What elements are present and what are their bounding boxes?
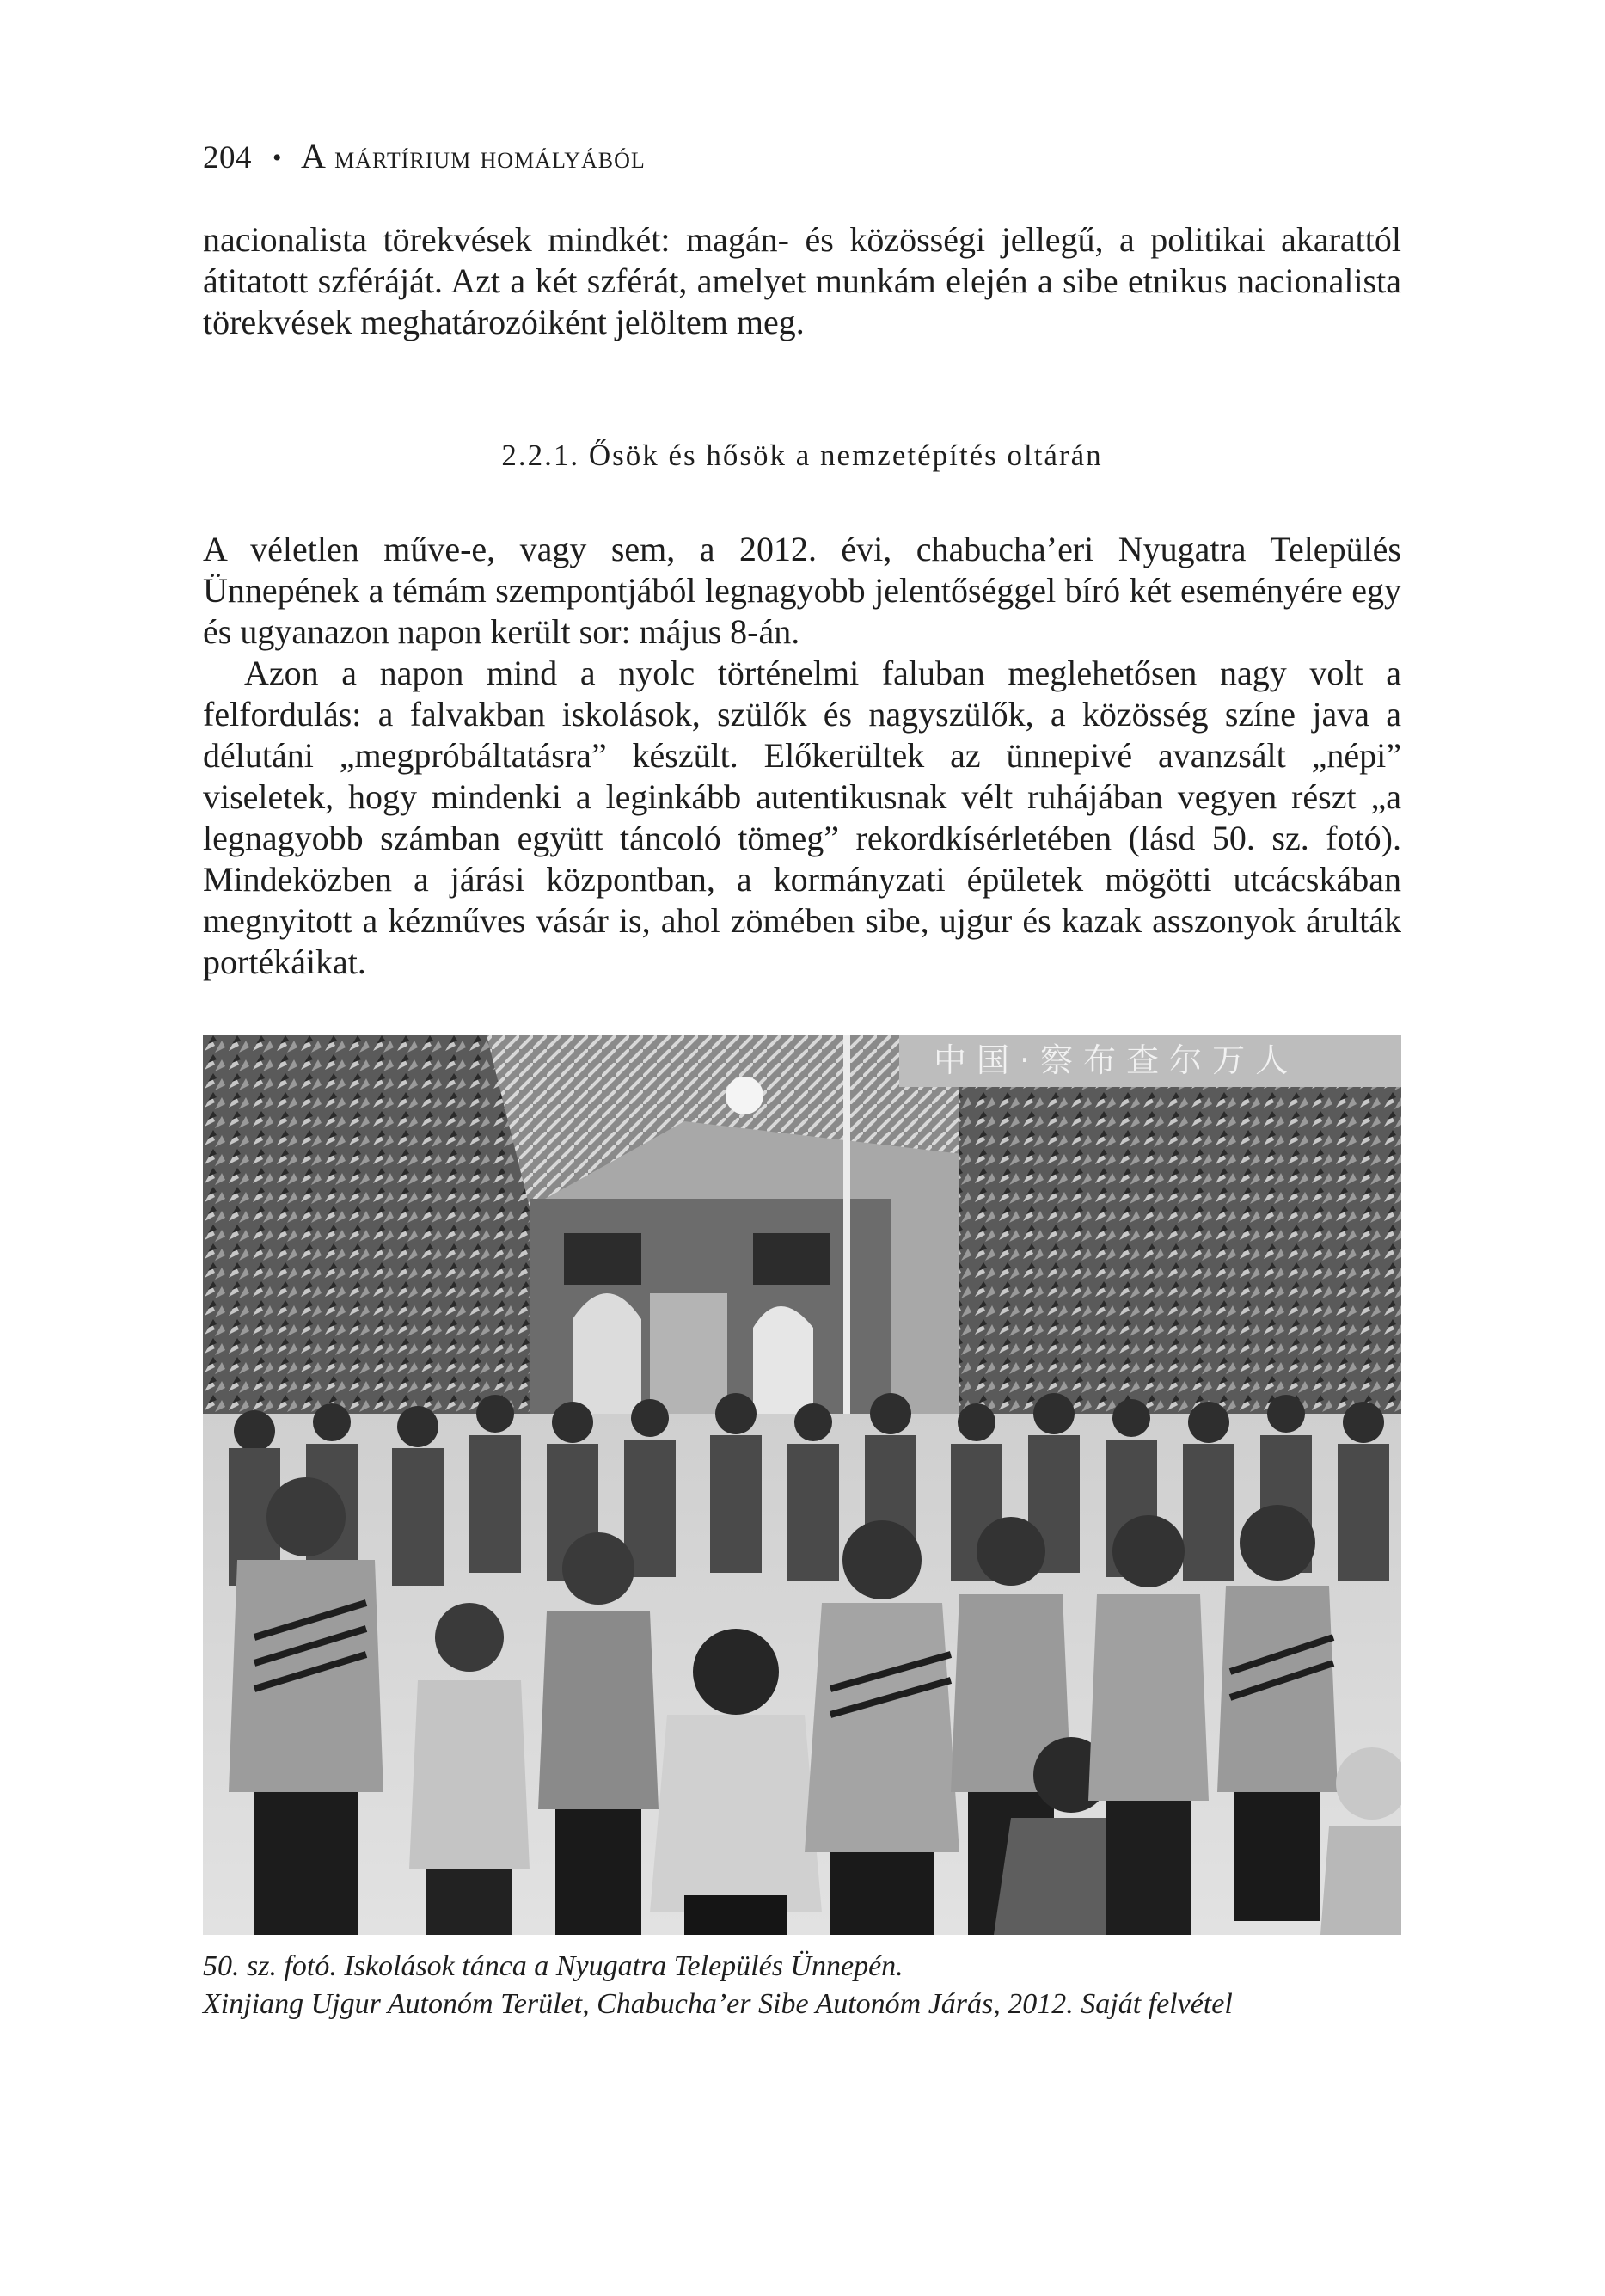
section-heading: 2.2.1. Ősök és hősök a nemzetépítés oltárán xyxy=(501,439,1103,472)
body-paragraph: Azon a napon mind a nyolc történelmi faluban meglehetősen nagy volt a felfordulás: a falvakban iskolások, szülők és nagyszülők, a közösség színe java a délutáni „megpróbáltatásra” készült. Előkerültek az ünnepivé avanzsált „népi” viseletek, hogy mindenki a leginkább autentikusnak vélt ruhájában vegyen részt „a legnagyobb számban együtt táncoló tömeg” rekordkísérletében (lásd 50. sz. fotó). Mindeközben a járási központban, a kormányzati épületek mögötti utcácskában megnyitott a kézműves vásár is, ahol zömében sibe, ujgur és kazak asszonyok árulták portékáikat. xyxy=(203,654,1401,981)
running-head xyxy=(203,138,646,177)
body-paragraph: A véletlen műve-e, vagy sem, a 2012. évi, chabucha’eri Nyugatra Település Ünnepének a témám szempontjából legnagyobb jelentőséggel bíró két eseményére egy és ugyanazon napon került sor: május 8-án. xyxy=(203,530,1401,651)
photo-caption xyxy=(203,1948,1458,2023)
banner-text: 中国·察布查尔万人 xyxy=(934,1041,1299,1079)
caption-source: Xinjiang Ujgur Autonóm Terület, Chabucha’er Sibe Autonóm Járás, 2012. Saját felvétel xyxy=(203,1988,1233,2020)
photograph xyxy=(203,1035,1401,1935)
book-title: mártírium homályából xyxy=(334,140,646,175)
caption-title: 50. sz. fotó. Iskolások tánca a Nyugatra Település Ünnepén. xyxy=(203,1950,904,1982)
bullet-separator: • xyxy=(273,144,283,172)
lamp-pole xyxy=(843,1035,850,1448)
tree-left xyxy=(203,1035,530,1431)
page-number: 204 xyxy=(203,140,252,175)
tree-right xyxy=(959,1087,1401,1448)
body-paragraph: nacionalista törekvések mindkét: magán- és közösségi jellegű, a politikai akarattól átitatott szféráját. Azt a két szférát, amelyet munkám elején a sibe etnikus nacionalista törekvések meghatározóiként jelöltem meg. xyxy=(203,220,1401,341)
book-title-initial: A xyxy=(301,137,327,175)
photo-illustration xyxy=(203,1035,1401,1935)
